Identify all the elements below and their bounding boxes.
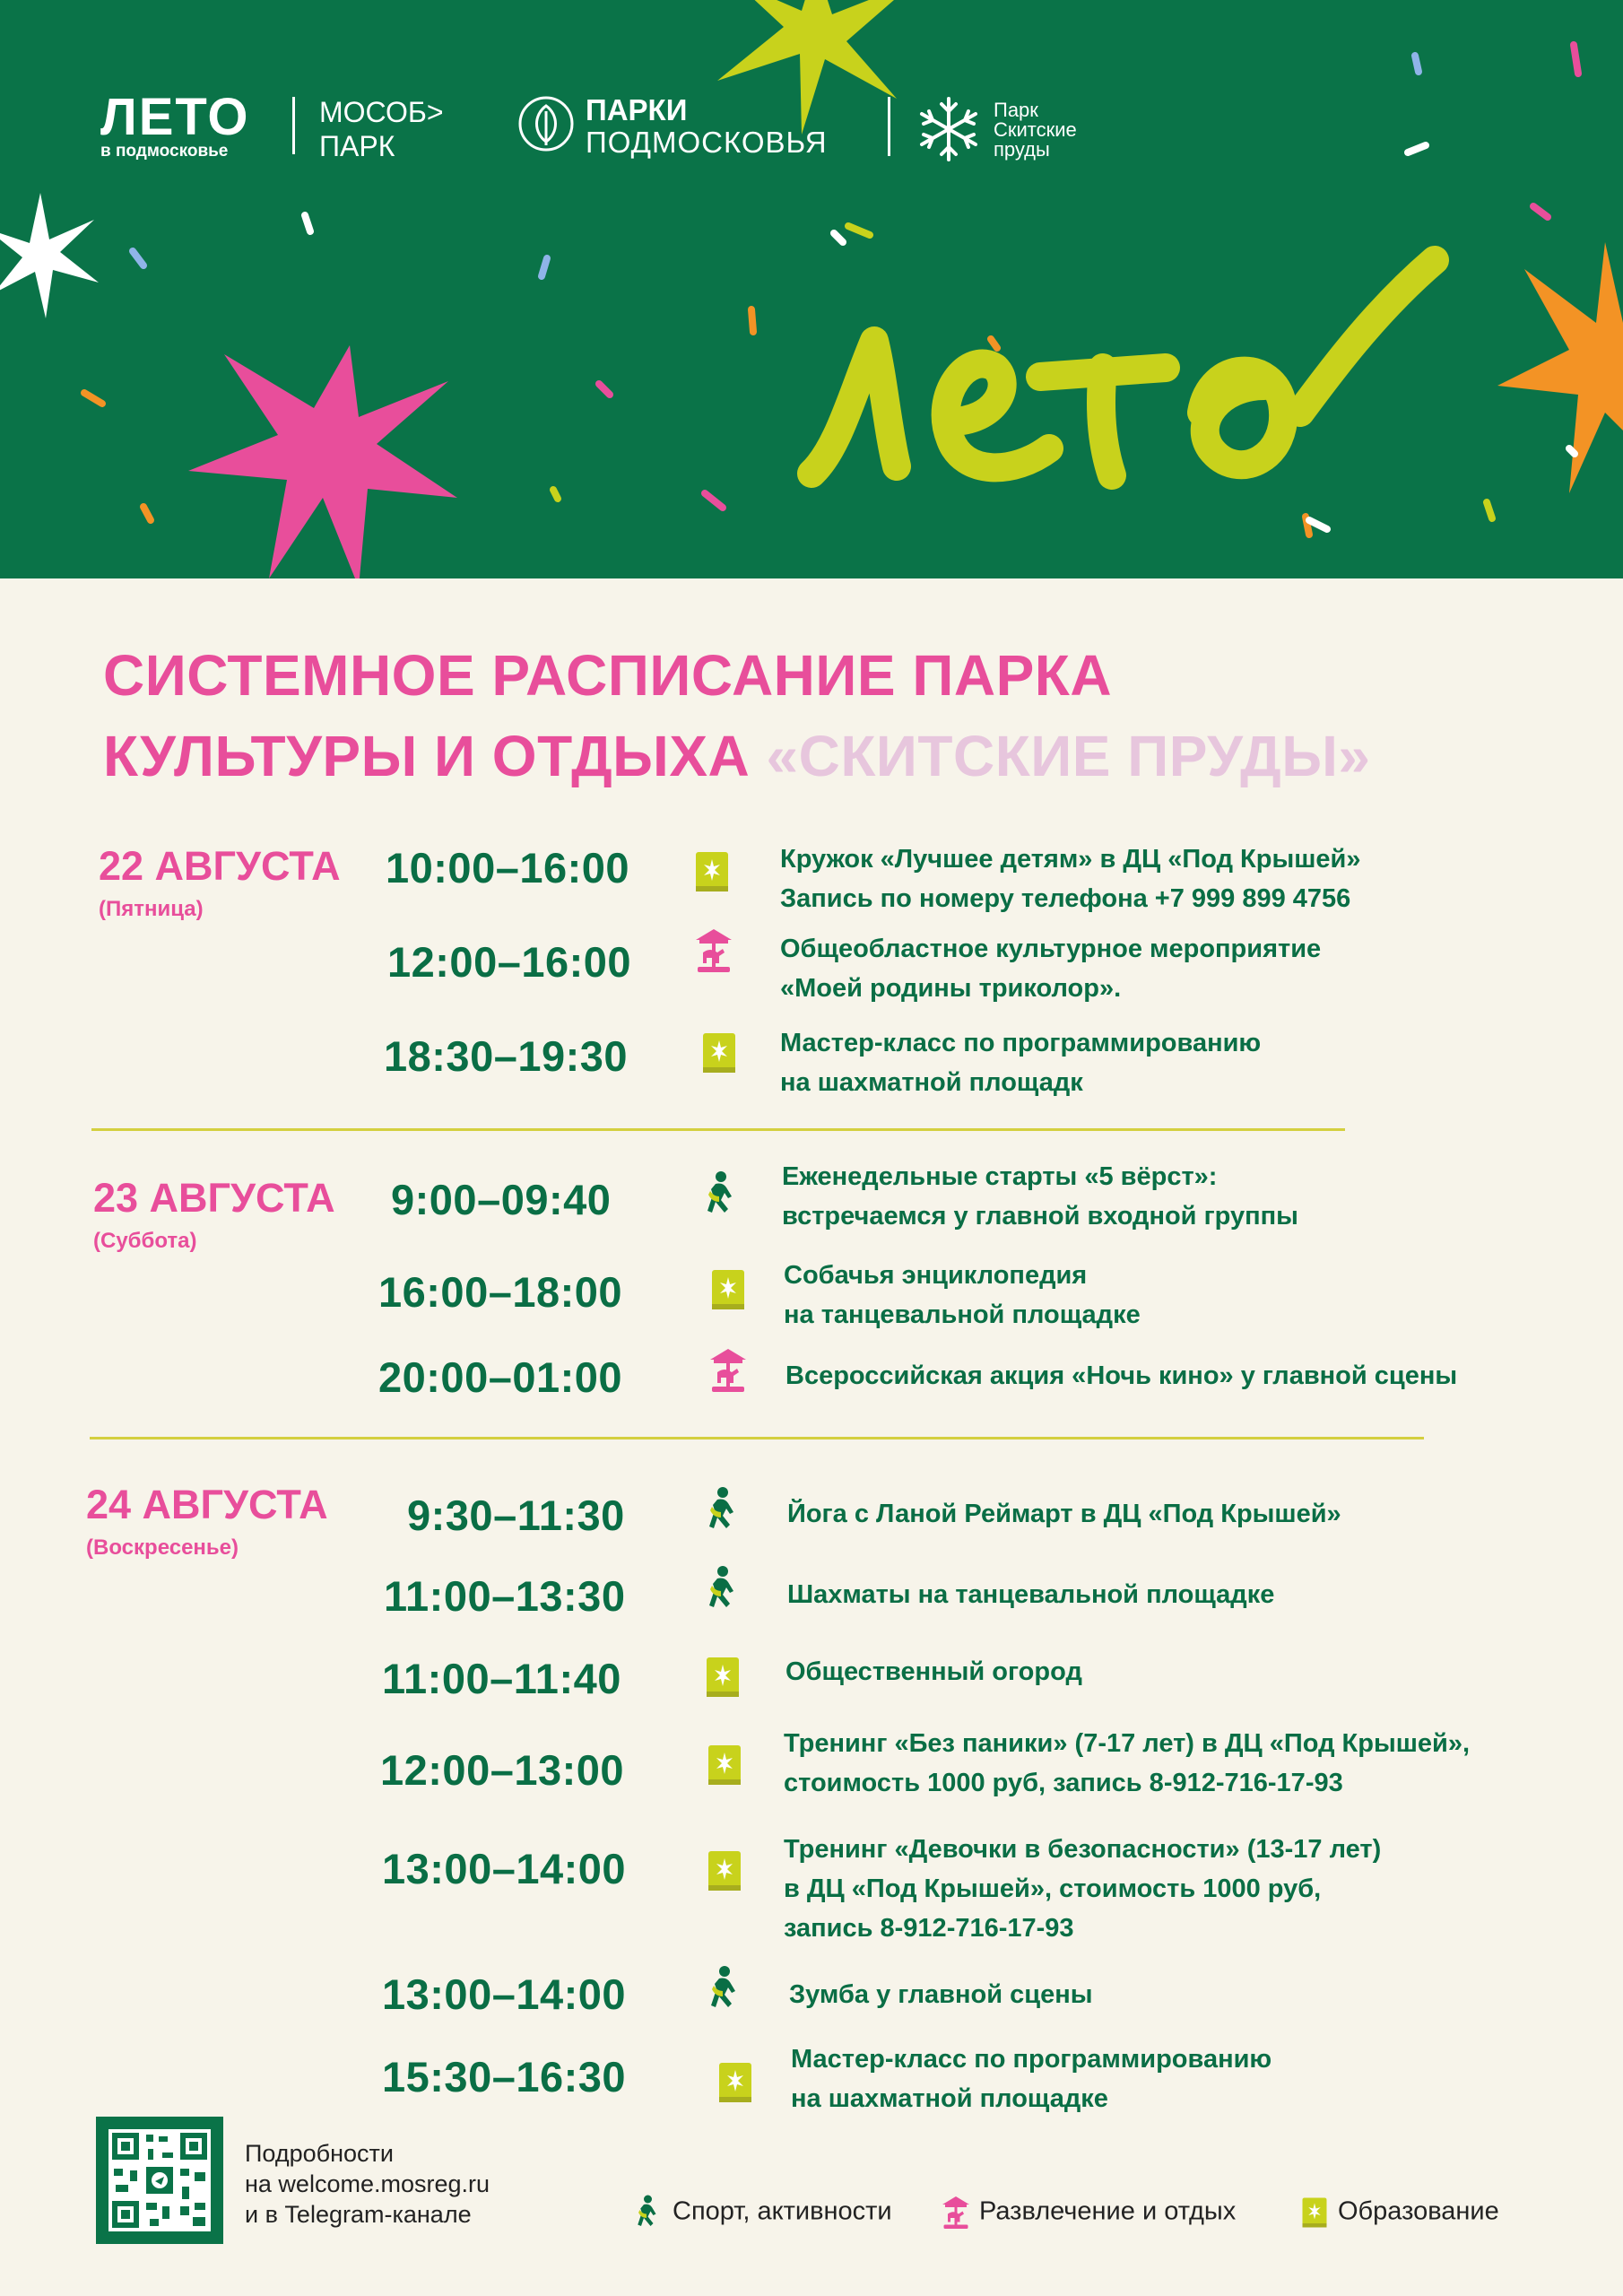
footer-info-line3: и в Telegram-канале xyxy=(245,2201,472,2228)
day-weekday: (Пятница) xyxy=(99,897,204,921)
leaf-icon xyxy=(517,95,575,152)
event-description xyxy=(784,1724,1470,1803)
event-time: 12:00–16:00 xyxy=(387,938,632,986)
event-time: 18:30–19:30 xyxy=(384,1032,629,1080)
legend-edu xyxy=(1298,2193,1499,2232)
education-icon xyxy=(703,1846,746,1896)
event-line: Тренинг «Без паники» (7-17 лет) в ДЦ «Под Крышей», xyxy=(784,1729,1471,1758)
legend-sport-label: Спорт, активности xyxy=(673,2196,892,2226)
day-date: 23 АВГУСТА xyxy=(93,1175,335,1221)
skit-line2: Скитские xyxy=(994,118,1077,141)
event-description xyxy=(780,1023,1261,1102)
event-time: 10:00–16:00 xyxy=(386,844,630,891)
footer-info-line2[interactable]: на welcome.mosreg.ru xyxy=(245,2170,490,2197)
title-line2: КУЛЬТУРЫ И ОТДЫХА xyxy=(103,724,751,788)
education-icon xyxy=(714,2057,757,2108)
event-description xyxy=(780,839,1360,918)
event-time: 13:00–14:00 xyxy=(382,1845,627,1892)
skit-line3: пруды xyxy=(994,138,1050,161)
event-time: 9:00–09:40 xyxy=(391,1176,612,1223)
sport-icon xyxy=(703,1485,746,1535)
day-weekday: (Суббота) xyxy=(93,1229,197,1253)
event-time: 9:30–11:30 xyxy=(407,1492,625,1539)
event-line: Еженедельные старты «5 вёрст»: xyxy=(782,1162,1218,1191)
event-line: стоимость 1000 руб, запись 8-912-716-17-93 xyxy=(784,1769,1343,1797)
sport-icon xyxy=(633,2193,665,2232)
legend-edu-label: Образование xyxy=(1338,2196,1499,2226)
parki-line1: ПАРКИ xyxy=(586,93,688,126)
title-highlight: «СКИТСКИЕ ПРУДЫ» xyxy=(766,724,1371,788)
title-line2-wrap xyxy=(103,716,1583,796)
skitskie-prudy-text xyxy=(994,100,1077,160)
event-description xyxy=(785,1356,1457,1396)
day-heading xyxy=(99,843,341,922)
sport-icon xyxy=(701,1170,744,1220)
carousel-icon xyxy=(707,1345,750,1396)
legend-fun xyxy=(940,2193,1236,2232)
event-line: «Моей родины триколор». xyxy=(780,974,1122,1003)
footer-info-line1: Подробности xyxy=(245,2140,394,2167)
event-description xyxy=(784,1256,1141,1335)
snowflake-icon xyxy=(913,93,985,165)
legend-fun-label: Развлечение и отдых xyxy=(979,2196,1237,2226)
event-time: 13:00–14:00 xyxy=(382,1970,627,2018)
event-line: Тренинг «Девочки в безопасности» (13-17 лет) xyxy=(784,1835,1382,1864)
logo-divider xyxy=(292,97,295,154)
event-description xyxy=(787,1575,1274,1614)
logo-divider xyxy=(888,97,890,156)
day-date: 24 АВГУСТА xyxy=(86,1482,328,1527)
event-line: Йога с Ланой Реймарт в ДЦ «Под Крышей» xyxy=(787,1500,1341,1528)
event-line: на шахматной площадке xyxy=(791,2084,1108,2113)
education-icon xyxy=(701,1652,744,1702)
legend-sport xyxy=(633,2193,892,2232)
event-description xyxy=(787,1494,1341,1534)
event-line: Шахматы на танцевальной площадке xyxy=(787,1580,1275,1609)
carousel-icon xyxy=(692,926,735,976)
event-line: в ДЦ «Под Крышей», стоимость 1000 руб, xyxy=(784,1874,1322,1903)
event-line: Мастер-класс по программированию xyxy=(780,1029,1262,1057)
event-description xyxy=(791,2039,1271,2118)
footer-info xyxy=(245,2138,490,2230)
event-time: 20:00–01:00 xyxy=(378,1353,623,1401)
header-banner xyxy=(0,0,1623,578)
leto-logo xyxy=(100,88,250,161)
day-separator xyxy=(90,1437,1424,1439)
education-icon xyxy=(707,1265,750,1315)
day-heading xyxy=(93,1175,335,1254)
event-time: 11:00–13:30 xyxy=(384,1572,626,1620)
event-description xyxy=(785,1652,1082,1692)
sport-icon xyxy=(705,1964,748,2014)
event-description xyxy=(784,1830,1381,1948)
carousel-icon xyxy=(940,2193,972,2232)
event-line: Кружок «Лучшее детям» в ДЦ «Под Крышей» xyxy=(780,845,1361,874)
event-time: 15:30–16:30 xyxy=(382,2053,627,2100)
event-line: Общеобластное культурное мероприятие xyxy=(780,935,1322,963)
event-time: 16:00–18:00 xyxy=(378,1268,623,1316)
event-line: Зумба у главной сцены xyxy=(789,1980,1093,2009)
event-line: на танцевальной площадке xyxy=(784,1300,1141,1329)
leto-logo-big: ЛЕТО xyxy=(100,88,250,146)
event-time: 11:00–11:40 xyxy=(382,1655,621,1702)
title-line1: СИСТЕМНОЕ РАСПИСАНИЕ ПАРКА xyxy=(103,643,1113,708)
event-line: запись 8-912-716-17-93 xyxy=(784,1914,1074,1943)
event-time: 12:00–13:00 xyxy=(380,1746,625,1794)
mosobl-park-logo xyxy=(319,95,444,163)
page-title xyxy=(103,635,1583,796)
qr-code[interactable] xyxy=(96,2117,223,2244)
event-line: на шахматной площадк xyxy=(780,1068,1083,1097)
day-weekday: (Воскресенье) xyxy=(86,1535,239,1560)
event-line: Общественный огород xyxy=(785,1657,1082,1686)
event-description xyxy=(782,1157,1298,1236)
mosobl-line2: ПАРК xyxy=(319,130,395,162)
event-description xyxy=(789,1975,1092,2014)
event-line: встречаемся у главной входной группы xyxy=(782,1202,1298,1231)
education-icon xyxy=(1298,2193,1331,2232)
event-line: Мастер-класс по программированию xyxy=(791,2045,1272,2074)
day-date: 22 АВГУСТА xyxy=(99,843,341,889)
leto-logo-small: в подмосковье xyxy=(100,142,229,161)
event-line: Всероссийская акция «Ночь кино» у главной сцены xyxy=(785,1361,1458,1390)
education-icon xyxy=(703,1740,746,1790)
parki-line2: ПОДМОСКОВЬЯ xyxy=(586,126,828,159)
sport-icon xyxy=(703,1564,746,1614)
mosobl-line1: МОСОБ> xyxy=(319,96,444,128)
education-icon xyxy=(690,847,733,897)
day-heading xyxy=(86,1482,328,1561)
event-line: Собачья энциклопедия xyxy=(784,1261,1088,1290)
education-icon xyxy=(698,1028,741,1078)
day-separator xyxy=(91,1128,1345,1131)
event-line: Запись по номеру телефона +7 999 899 4756 xyxy=(780,884,1351,913)
event-description xyxy=(780,929,1321,1008)
skit-line1: Парк xyxy=(994,99,1038,121)
decorative-confetti xyxy=(0,0,1623,578)
